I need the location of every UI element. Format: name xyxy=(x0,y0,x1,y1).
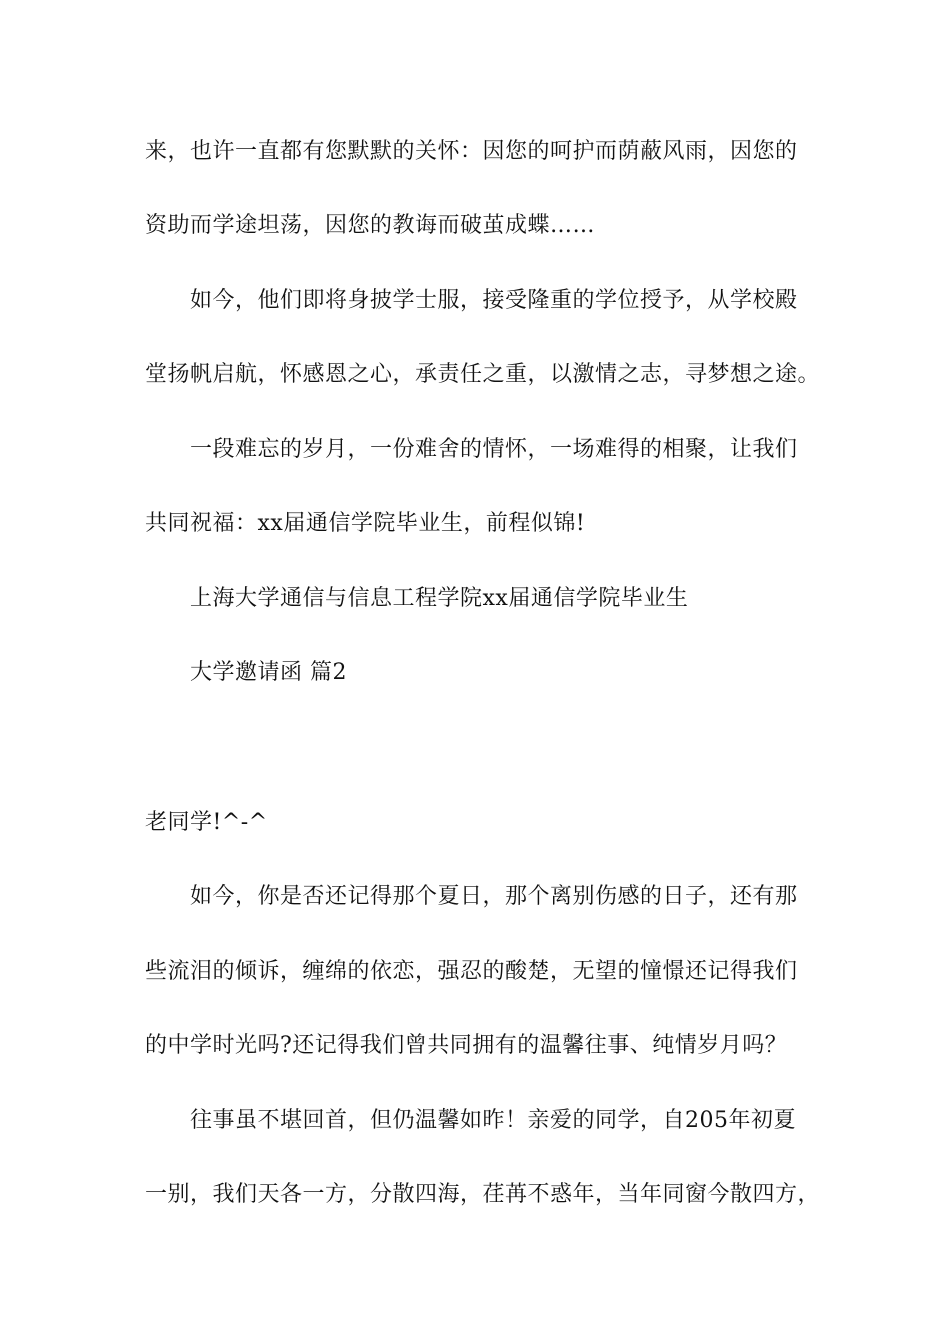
text-line: 一段难忘的岁月，一份难舍的情怀，一场难得的相聚，让我们 xyxy=(190,437,798,462)
text-line: 资助而学途坦荡，因您的教诲而破茧成蝶…… xyxy=(145,213,596,238)
text-line: 一别，我们天各一方，分散四海，荏苒不惑年，当年同窗今散四方， xyxy=(145,1182,821,1207)
signature-line: 上海大学通信与信息工程学院xx届通信学院毕业生 xyxy=(190,586,689,611)
text-line: 来，也许一直都有您默默的关怀：因您的呵护而荫蔽风雨，因您的 xyxy=(145,139,798,164)
salutation: 老同学!^-^ xyxy=(145,810,268,835)
text-line: 如今，你是否还记得那个夏日，那个离别伤感的日子，还有那 xyxy=(190,884,798,909)
section-heading: 大学邀请函 篇2 xyxy=(190,660,347,685)
text-line: 如今，他们即将身披学士服，接受隆重的学位授予，从学校殿 xyxy=(190,288,798,313)
text-line: 堂扬帆启航，怀感恩之心，承责任之重，以激情之志，寻梦想之途。 xyxy=(145,362,821,387)
text-line: 些流泪的倾诉，缠绵的依恋，强忍的酸楚，无望的憧憬还记得我们 xyxy=(145,959,798,984)
text-line: 共同祝福：xx届通信学院毕业生，前程似锦! xyxy=(145,511,586,536)
text-line: 的中学时光吗?还记得我们曾共同拥有的温馨往事、纯情岁月吗？ xyxy=(145,1033,788,1058)
text-line: 往事虽不堪回首，但仍温馨如昨！亲爱的同学，自205年初夏 xyxy=(190,1108,796,1133)
